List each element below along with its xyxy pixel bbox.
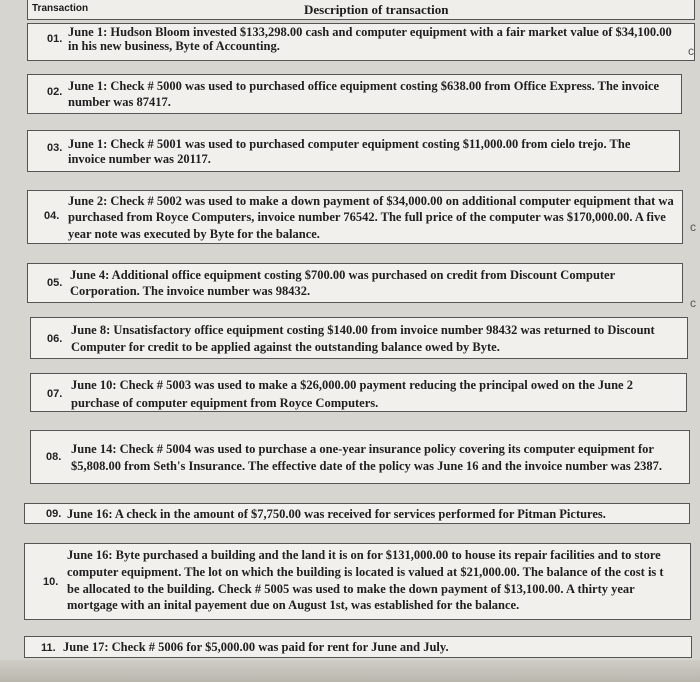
row-line: June 2: Check # 5002 was used to make a down payment of $34,000.00 on additional computer equipment that wa [68, 194, 674, 208]
row-line: June 1: Check # 5001 was used to purchased computer equipment costing $11,000.00 from cielo trejo. The [68, 137, 631, 151]
row-line: June 14: Check # 5004 was used to purchase a one-year insurance policy covering its computer equipment for [71, 442, 654, 456]
table-header [27, 0, 695, 20]
row-number: 06. [47, 333, 63, 345]
row-line: June 8: Unsatisfactory office equipment costing $140.00 from invoice number 98432 was returned to Discount [71, 323, 655, 337]
row-line: June 16: Byte purchased a building and the land it is on for $131,000.00 to house its repair facilities and to store [67, 548, 661, 562]
row-line: $5,808.00 from Seth's Insurance. The effective date of the policy was June 16 and the invoice number was 2387. [71, 459, 662, 473]
row-line: June 16: A check in the amount of $7,750.00 was received for services performed for Pitman Pictures. [67, 507, 606, 521]
row-line: purchase of computer equipment from Royce Computers. [71, 396, 379, 410]
row-line: June 1: Hudson Bloom invested $133,298.00 cash and computer equipment with a fair market value of $34,100.00 [68, 25, 672, 39]
row-line: number was 87417. [68, 95, 171, 109]
row-line: mortgage with an inital payement due on August 1st, was established for the balance. [67, 598, 520, 612]
row-number: 07. [47, 388, 63, 400]
row-line: Corporation. The invoice number was 98432. [70, 284, 311, 298]
row-line: June 17: Check # 5006 for $5,000.00 was paid for rent for June and July. [63, 640, 449, 654]
row-line: purchased from Royce Computers, invoice number 76542. The full price of the computer was $170,000.00. A five [68, 210, 666, 224]
row-number: 04. [44, 210, 60, 222]
row-line: be allocated to the building. Check # 5005 was used to make the down payment of $13,100.00. A thirty year [67, 582, 635, 596]
row-number: 11. [41, 642, 56, 654]
edge-mark: c [688, 44, 694, 58]
page-bottom-shadow [0, 660, 700, 682]
row-number: 02. [47, 86, 63, 98]
transaction-column-header: Transaction [32, 3, 89, 14]
row-line: June 1: Check # 5000 was used to purchased office equipment costing $638.00 from Office Express. The invoice [68, 79, 660, 93]
row-number: 08. [46, 451, 62, 463]
description-column-header: Description of transaction [304, 2, 449, 17]
row-line: invoice number was 20117. [68, 152, 211, 166]
row-line: June 4: Additional office equipment costing $700.00 was purchased on credit from Discount Computer [70, 268, 616, 282]
row-line: in his new business, Byte of Accounting. [68, 39, 280, 53]
row-line: June 10: Check # 5003 was used to make a $26,000.00 payment reducing the principal owed on the June 2 [71, 378, 633, 392]
row-line: year note was executed by Byte for the balance. [68, 227, 320, 241]
edge-mark: c [690, 296, 696, 310]
edge-mark: c [690, 220, 696, 234]
row-line: Computer for credit to be applied against the outstanding balance owed by Byte. [71, 340, 500, 354]
row-line: computer equipment. The lot on which the building is located is valued at $21,000.00. The balance of the cost is t [67, 565, 664, 579]
row-number: 09. [46, 508, 62, 520]
row-number: 10. [43, 576, 59, 588]
row-number: 03. [47, 142, 63, 154]
row-number: 05. [47, 277, 63, 289]
row-number: 01. [47, 33, 63, 45]
